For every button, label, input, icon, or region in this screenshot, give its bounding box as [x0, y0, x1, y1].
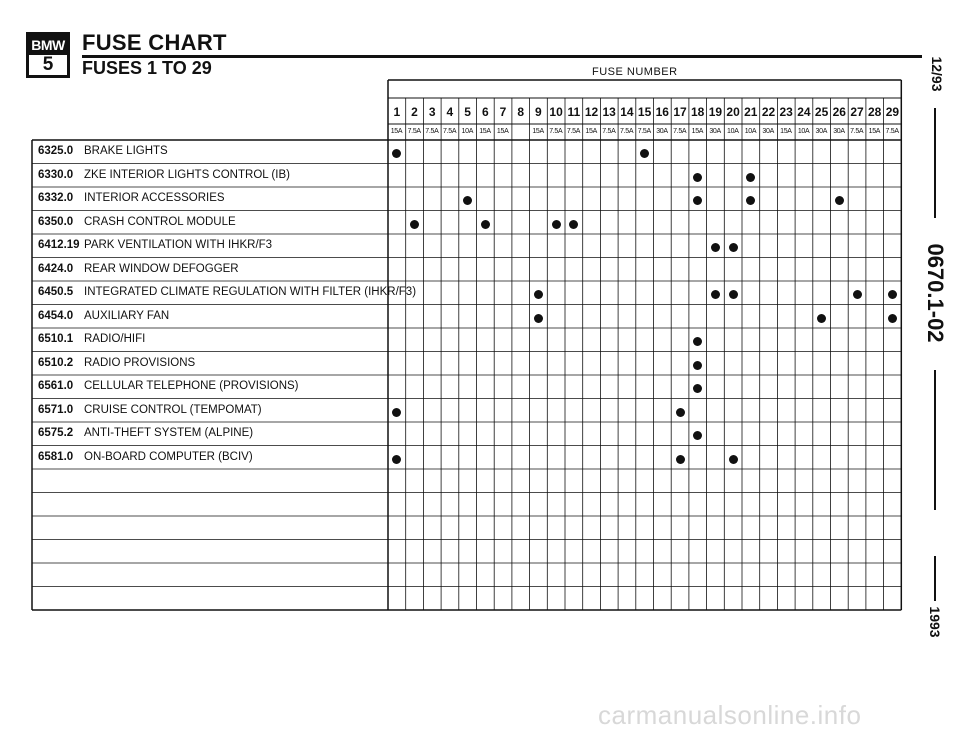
fuse-amp-1: 15A: [390, 128, 403, 135]
fuse-amp-9: 15A: [532, 128, 544, 135]
fuse-amp-13: 7.5A: [602, 128, 616, 135]
circuit-row-label: [38, 310, 169, 322]
fuse-number-27: 27: [850, 105, 864, 119]
fuse-number-heading: FUSE NUMBER: [592, 66, 678, 78]
circuit-row-label: [38, 451, 253, 463]
fuse-marker-dot: [853, 290, 862, 299]
page-subtitle: FUSES 1 TO 29: [82, 58, 212, 78]
circuit-code: 6575.2: [38, 427, 74, 439]
circuit-row-label: [38, 427, 253, 439]
fuse-marker-dot: [481, 220, 490, 229]
fuse-amp-25: 30A: [815, 128, 828, 135]
logo-series: 5: [42, 54, 54, 75]
fuse-amp-20: 10A: [727, 128, 739, 135]
fuse-amp-6: 15A: [479, 128, 491, 135]
circuit-name: PARK VENTILATION WITH IHKR/F3: [84, 239, 273, 251]
fuse-number-16: 16: [655, 105, 669, 119]
fuse-number-2: 2: [411, 105, 418, 119]
circuit-name: INTEGRATED CLIMATE REGULATION WITH FILTER (IHKR/F3): [84, 286, 417, 298]
fuse-amp-2: 7.5A: [407, 128, 421, 135]
side-doc-number: 0670.1-02: [923, 243, 948, 343]
circuit-code: 6412.19: [38, 239, 80, 251]
circuit-row-label: [38, 380, 299, 392]
circuit-code: 6510.2: [38, 356, 74, 369]
fuse-amp-10: 7.5A: [549, 128, 563, 135]
fuse-marker-dot: [676, 455, 685, 464]
fuse-number-18: 18: [691, 105, 705, 119]
circuit-name: ZKE INTERIOR LIGHTS CONTROL (IB): [84, 168, 290, 181]
fuse-marker-dot: [534, 314, 543, 323]
fuse-number-25: 25: [814, 105, 829, 119]
circuit-code: 6450.5: [38, 286, 74, 298]
fuse-number-22: 22: [761, 105, 776, 119]
circuit-code: 6424.0: [38, 262, 74, 275]
circuit-row-label: [38, 357, 195, 369]
circuit-code: 6581.0: [38, 450, 74, 463]
fuse-number-17: 17: [673, 105, 687, 119]
side-year: 1993: [927, 606, 943, 638]
circuit-row-label: [38, 263, 239, 275]
fuse-amp-16: 30A: [656, 128, 668, 135]
circuit-row-label: [38, 169, 290, 181]
fuse-marker-dot: [729, 290, 738, 299]
circuit-name: AUXILIARY FAN: [84, 309, 170, 322]
fuse-marker-dot: [729, 243, 738, 252]
fuse-number-12: 12: [584, 105, 599, 119]
fuse-number-29: 29: [885, 105, 900, 119]
circuit-code: 6350.0: [38, 215, 74, 228]
circuit-name: RADIO PROVISIONS: [84, 356, 196, 369]
fuse-number-15: 15: [637, 105, 652, 119]
fuse-amp-3: 7.5A: [425, 128, 439, 135]
fuse-marker-dot: [888, 314, 897, 323]
fuse-number-28: 28: [868, 105, 882, 119]
side-date: 12/93: [929, 56, 945, 92]
fuse-number-4: 4: [446, 105, 454, 119]
fuse-amp-22: 30A: [762, 128, 774, 135]
fuse-amp-4: 7.5A: [442, 128, 457, 135]
fuse-number-14: 14: [620, 105, 634, 119]
fuse-number-21: 21: [744, 105, 758, 119]
circuit-row-label: [38, 286, 416, 298]
circuit-name: REAR WINDOW DEFOGGER: [84, 262, 239, 275]
fuse-marker-dot: [729, 455, 738, 464]
fuse-amp-19: 30A: [709, 128, 721, 135]
fuse-number-5: 5: [464, 105, 471, 119]
fuse-amp-24: 10A: [797, 128, 810, 135]
circuit-code: 6325.0: [38, 145, 74, 157]
fuse-amp-29: 7.5A: [885, 128, 899, 135]
fuse-amp-12: 15A: [585, 128, 597, 135]
fuse-amp-17: 7.5A: [673, 128, 687, 135]
fuse-number-6: 6: [481, 105, 489, 119]
fuse-number-3: 3: [428, 105, 436, 119]
fuse-number-24: 24: [797, 105, 811, 119]
circuit-code: 6510.1: [38, 333, 74, 345]
circuit-name: CRASH CONTROL MODULE: [84, 215, 236, 228]
circuit-row-label: [38, 239, 272, 251]
fuse-number-1: 1: [393, 105, 401, 119]
fuse-number-9: 9: [535, 105, 542, 119]
fuse-marker-dot: [552, 220, 561, 229]
circuit-name: INTERIOR ACCESSORIES: [84, 192, 225, 204]
fuse-amp-15: 7.5A: [637, 128, 651, 135]
fuse-amp-26: 30A: [833, 128, 845, 135]
circuit-row-label: [38, 145, 168, 157]
circuit-code: 6561.0: [38, 380, 74, 392]
circuit-row-label: [38, 333, 145, 345]
fuse-number-13: 13: [602, 105, 616, 119]
fuse-number-8: 8: [517, 105, 525, 119]
watermark: carmanualsonline.info: [598, 700, 862, 730]
fuse-number-11: 11: [567, 105, 581, 119]
fuse-marker-dot: [693, 361, 702, 370]
circuit-name: ON-BOARD COMPUTER (BCIV): [84, 450, 253, 463]
fuse-amp-7: 15A: [496, 128, 509, 135]
fuse-number-26: 26: [832, 105, 846, 119]
logo-brand: BMW: [29, 35, 67, 55]
fuse-amp-21: 10A: [744, 128, 757, 135]
fuse-marker-dot: [676, 408, 685, 417]
fuse-amp-28: 15A: [868, 128, 881, 135]
circuit-name: CRUISE CONTROL (TEMPOMAT): [84, 403, 262, 416]
circuit-code: 6454.0: [38, 309, 74, 322]
circuit-name: BRAKE LIGHTS: [84, 145, 168, 157]
fuse-number-10: 10: [549, 105, 563, 119]
page-title: FUSE CHART: [82, 30, 227, 55]
circuit-name: CELLULAR TELEPHONE (PROVISIONS): [84, 380, 299, 392]
fuse-amp-27: 7.5A: [850, 128, 864, 135]
circuit-code: 6332.0: [38, 192, 74, 204]
fuse-amp-23: 15A: [780, 128, 792, 135]
fuse-marker-dot: [410, 220, 419, 229]
fuse-amp-11: 7.5A: [566, 128, 581, 135]
circuit-row-label: [38, 192, 225, 204]
fuse-number-23: 23: [779, 105, 793, 119]
circuit-name: ANTI-THEFT SYSTEM (ALPINE): [84, 427, 254, 439]
circuit-row-label: [38, 216, 236, 228]
circuit-code: 6330.0: [38, 168, 74, 181]
fuse-amp-18: 15A: [691, 128, 704, 135]
fuse-marker-dot: [693, 173, 702, 182]
fuse-marker-dot: [817, 314, 826, 323]
fuse-amp-5: 10A: [461, 128, 474, 135]
fuse-number-20: 20: [726, 105, 740, 119]
fuse-number-19: 19: [708, 105, 723, 119]
circuit-name: RADIO/HIFI: [84, 333, 146, 345]
circuit-code: 6571.0: [38, 403, 74, 416]
fuse-number-7: 7: [499, 105, 507, 119]
circuit-row-label: [38, 404, 262, 416]
fuse-amp-14: 7.5A: [619, 128, 634, 135]
